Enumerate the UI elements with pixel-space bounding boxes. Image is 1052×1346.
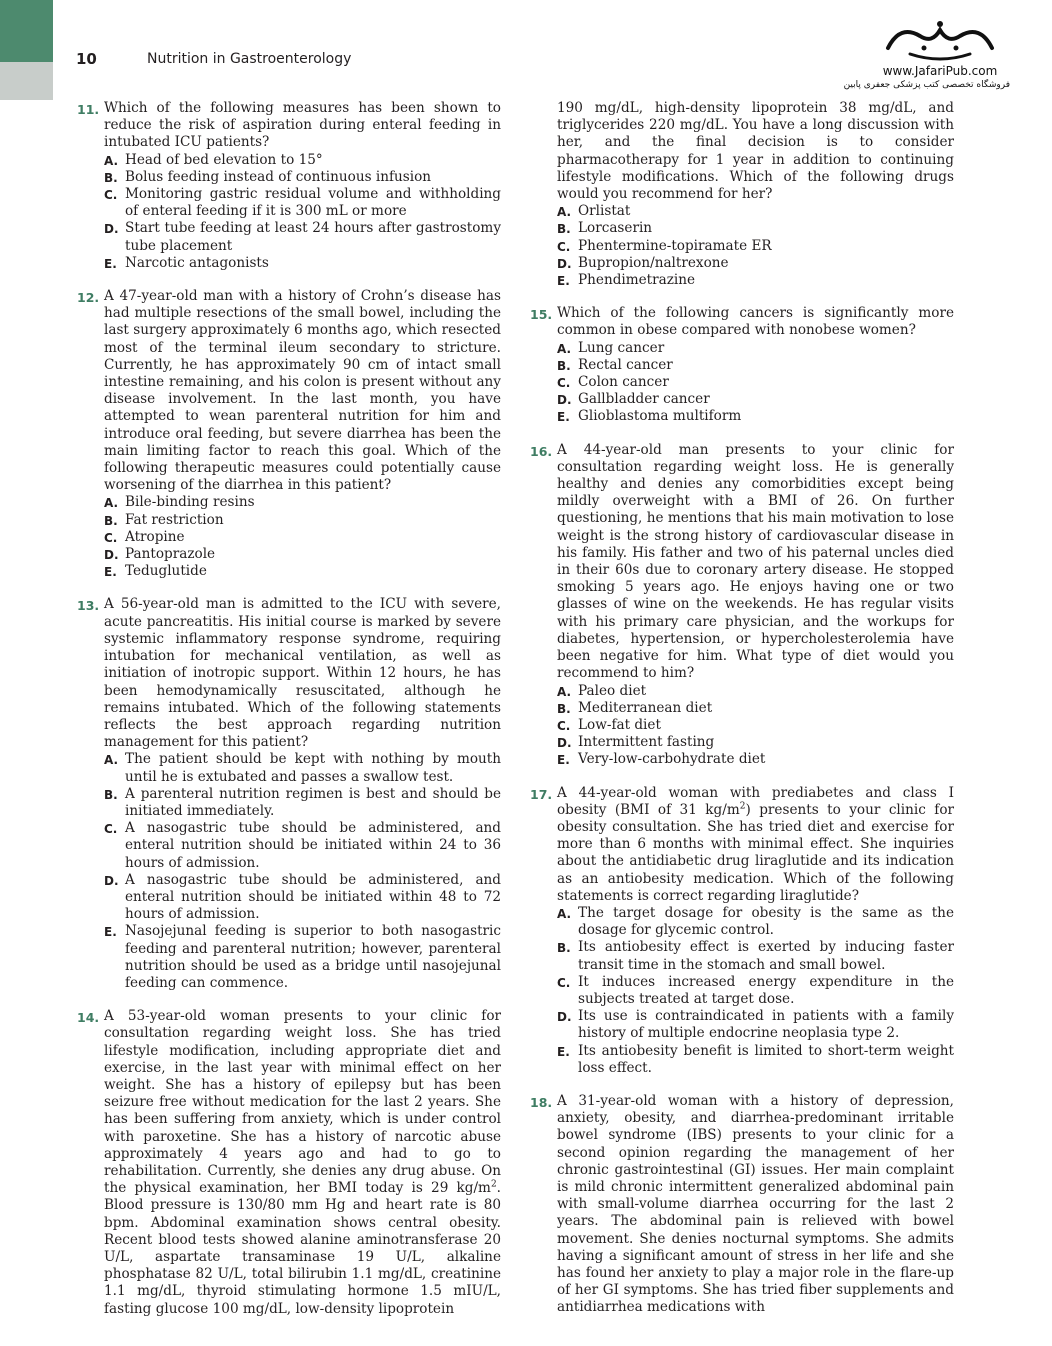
answer-option (557, 374, 954, 391)
option-letter: A. (557, 205, 572, 220)
option-letter: C. (557, 718, 571, 733)
answer-options (104, 751, 501, 992)
stem-text: A 53-year-old woman presents to your clinic for consultation regarding weight loss. She has tried lifestyle modification, including appropriate diet and exercise, in the last year with minimal effect on her weight. She has a history of epilepsy but has been seizure free without medication for the last 2 years. She has been suffering from anxiety, which is under control with paroxetine. She has a history of narcotic abuse approximately 4 years ago and had to go to rehabilitation. Currently, she denies any drug abuse. On the physical examination, her BMI today is 29 kg/m (104, 1008, 501, 1197)
option-text: Orlistat (578, 203, 631, 220)
option-text: Paleo diet (578, 682, 647, 699)
question-12 (77, 288, 501, 580)
option-text: The target dosage for obesity is the same as the dosage for glycemic control. (578, 904, 954, 939)
question-stem: A 47-year-old man with a history of Crohn’s disease has had multiple resections of the small bowel, including the last surgery approximately 6 months ago, which resected most of the terminal ileum secondary to stricture. Currently, he has approximately 90 cm of intact small intestine remaining, and his colon is present without any disease involvement. In the last month, you have attempted to wean parenteral nutrition for him and introduce oral feeding, but severe diarrhea has been the main limiting factor to reach this goal. Which of the following therapeutic measures could potentially cause worsening of the diarrhea in this patient? (104, 288, 501, 494)
option-letter: A. (104, 496, 119, 511)
option-letter: D. (104, 548, 119, 563)
question-17 (530, 784, 955, 1077)
answer-option (557, 717, 954, 734)
answer-options (557, 203, 954, 289)
option-letter: D. (557, 1010, 572, 1025)
option-text: Bolus feeding instead of continuous infusion (125, 168, 432, 185)
question-stem (104, 1008, 501, 1318)
answer-option (557, 203, 954, 220)
option-text: Mediterranean diet (578, 699, 713, 716)
option-text: Glioblastoma multiform (578, 408, 742, 425)
question-number: 14. (77, 1010, 100, 1026)
option-letter: B. (557, 941, 571, 956)
question-stem: Which of the following measures has been shown to reduce the risk of aspiration during enteral feeding in intubated ICU patients? (104, 100, 501, 151)
answer-option (557, 751, 954, 768)
superscript: 2 (490, 1179, 497, 1190)
stem-text: ) presents to your clinic for obesity consultation. She has tried diet and exercise for more than 6 months with minimal effect. She inquiries about the antidiabetic drug liraglutide and its indication as an antiobesity medication. Which of the following statements is correct regarding liraglutide? (557, 801, 955, 904)
option-letter: C. (557, 975, 571, 990)
question-stem: A 31-year-old woman with a history of depression, anxiety, obesity, and diarrhea-predominant irritable bowel syndrome (IBS) presents to your clinic for a second opinion regarding the management of her chronic gastrointestinal (GI) issues. Her main complaint is mild chronic intermittent generalized abdominal pain with small-volume diarrhea occurring for the last 2 years. The abdominal pain is relieved with bowel movement. She denies nocturnal symptoms. She admits having a significant amount of stress in her life and she has found her anxiety to play a major role in the flare-up of her GI symptoms. She has tried fiber supplements and antidiarrhea medications with (557, 1092, 954, 1316)
question-11 (77, 100, 501, 272)
running-title: Nutrition in Gastroenterology (147, 51, 352, 67)
option-letter: B. (104, 513, 118, 528)
right-column (530, 100, 955, 1333)
answer-option (104, 786, 501, 820)
answer-option (557, 272, 954, 289)
option-letter: A. (557, 684, 572, 699)
answer-option (557, 1008, 954, 1042)
option-letter: E. (557, 274, 570, 289)
option-letter: B. (557, 701, 571, 716)
option-letter: D. (557, 736, 572, 751)
option-text: Bile-binding resins (125, 494, 255, 511)
question-14 (77, 1008, 501, 1318)
left-column (77, 100, 501, 1334)
answer-options (104, 152, 501, 272)
option-letter: D. (557, 256, 572, 271)
option-text: A nasogastric tube should be administered, and enteral nutrition should be initiated within 48 to 72 hours of admission. (125, 871, 501, 923)
watermark-url: www.JafariPub.com (882, 64, 998, 78)
answer-option (104, 546, 501, 563)
question-number: 15. (530, 307, 553, 323)
answer-option (557, 408, 954, 425)
option-text: The patient should be kept with nothing by mouth until he is extubated and passes a swallow test. (125, 751, 501, 785)
option-text: Phendimetrazine (578, 272, 696, 289)
answer-option (557, 255, 954, 272)
option-text: Bupropion/naltrexone (578, 254, 729, 271)
option-text: Colon cancer (578, 374, 669, 391)
page-number: 10 (76, 50, 97, 68)
option-letter: B. (104, 170, 118, 185)
option-text: Monitoring gastric residual volume and withholding of enteral feeding if it is 300 mL or more (125, 186, 501, 220)
question-16 (530, 441, 954, 769)
option-letter: A. (104, 153, 119, 168)
option-text: Atropine (125, 528, 185, 545)
question-stem: 190 mg/dL, high-density lipoprotein 38 mg/dL, and triglycerides 220 mg/dL. You have a long discussion with her, and the final decision is to consider pharmacotherapy for 1 year in addition to continuing lifestyle modifications. Which of the following drugs would you recommend for her? (557, 100, 954, 203)
option-text: A nasogastric tube should be administered, and enteral nutrition should be initiated within 24 to 36 hours of admission. (125, 820, 501, 871)
option-text: Intermittent fasting (578, 734, 715, 751)
option-letter: C. (557, 239, 571, 254)
option-letter: A. (557, 906, 572, 921)
option-text: Its use is contraindicated in patients with a family history of multiple endocrine neoplasia type 2. (578, 1008, 954, 1042)
answer-option (557, 905, 954, 939)
option-letter: D. (557, 393, 572, 408)
answer-option (557, 939, 954, 973)
option-letter: A. (557, 341, 572, 356)
option-text: Its antiobesity benefit is limited to short-term weight loss effect. (578, 1042, 954, 1076)
answer-option (104, 820, 501, 872)
option-letter: C. (104, 530, 118, 545)
answer-option (104, 494, 501, 511)
publisher-logo-icon (880, 18, 1000, 62)
answer-option (104, 872, 501, 924)
superscript: 2 (739, 801, 746, 812)
answer-options (104, 494, 501, 580)
answer-option (557, 357, 954, 374)
question-18 (530, 1092, 954, 1317)
question-stem: A 44-year-old man presents to your clinic for consultation regarding weight loss. He is generally healthy and denies any comorbidities except being mildly overweight with a BMI of 26. On further questioning, he mentions that his main motivation to lose weight is the strong history of cardiovascular disease in his family. His father and two of his paternal uncles died in their 60s due to coronary artery disease. He stopped smoking 5 years ago. He enjoys having one or two glasses of wine on the weekends. He has regular visits with his primary care physician, and the workups for diabetes, hypertension, or hypercholesterolemia have been negative for him. What type of diet would you recommend to him? (557, 441, 954, 682)
chapter-tab (0, 0, 53, 62)
option-letter: C. (104, 822, 118, 837)
option-letter: E. (557, 1044, 570, 1059)
option-text: Nasojejunal feeding is superior to both nasogastric feeding and parenteral nutrition; however, parenteral nutrition should be used as a bridge until nasojejunal feeding can commence. (125, 923, 501, 991)
question-stem: Which of the following cancers is significantly more common in obese compared with nonobese women? (557, 305, 954, 339)
question-15 (530, 305, 954, 425)
answer-option (104, 751, 501, 785)
question-14-continued (557, 100, 954, 289)
option-letter: E. (557, 753, 570, 768)
option-text: Teduglutide (125, 563, 207, 580)
question-stem: A 56-year-old man is admitted to the ICU with severe, acute pancreatitis. His initial course is marked by severe systemic inflammatory response syndrome, requiring intubation for mechanical ventilation, as well as initiation of inotropic support. Within 12 hours, he has been hemodynamically resuscitated, although he remains intubated. Which of the following statements reflects the best approach regarding nutrition management for this patient? (104, 596, 501, 751)
option-text: Phentermine-topiramate ER (578, 237, 772, 254)
answer-option (104, 186, 501, 220)
option-text: Lorcaserin (578, 220, 653, 237)
answer-options (557, 683, 954, 769)
option-text: Very-low-carbohydrate diet (578, 751, 766, 768)
option-text: Head of bed elevation to 15° (125, 151, 323, 168)
answer-option (557, 974, 954, 1008)
option-text: Lung cancer (578, 339, 665, 356)
option-letter: E. (104, 925, 117, 940)
option-letter: C. (104, 188, 118, 203)
stem-text: A 44-year-old woman with prediabetes and class I obesity (BMI of 31 kg/m (557, 784, 954, 818)
option-text: Pantoprazole (125, 546, 216, 563)
option-letter: C. (557, 376, 571, 391)
option-letter: E. (104, 565, 117, 580)
option-text: Its antiobesity effect is exerted by inducing faster transit time in the stomach and small bowel. (578, 939, 954, 973)
option-text: Low-fat diet (578, 716, 661, 733)
question-number: 18. (530, 1094, 553, 1110)
stem-text: . Blood pressure is 130/80 mm Hg and heart rate is 80 bpm. Abdominal examination shows central obesity. Recent blood tests showed alanine aminotransferase 20 U/L, aspartate transaminase 19 U/L, alkaline phosphatase 82 U/L, total bilirubin 1.1 mg/dL, creatinine 1.1 mg/dL, thyroid stimulating hormone 1.5 mIU/L, fasting glucose 100 mg/dL, low-density lipoprotein (104, 1180, 501, 1317)
question-number: 17. (530, 786, 553, 802)
answer-option (104, 152, 501, 169)
answer-option (104, 563, 501, 580)
answer-option (104, 255, 501, 272)
watermark-subtitle: فروشگاه تخصصی کتب پزشکی جعفری پابین (843, 80, 1010, 90)
option-text: Narcotic antagonists (125, 254, 269, 271)
option-text: Gallbladder cancer (578, 391, 710, 408)
option-letter: B. (557, 358, 571, 373)
answer-option (557, 683, 954, 700)
option-letter: D. (104, 222, 119, 237)
answer-options (557, 905, 954, 1077)
option-letter: D. (104, 873, 119, 888)
answer-option (104, 220, 501, 254)
option-letter: B. (104, 787, 118, 802)
answer-option (557, 220, 954, 237)
option-text: A parenteral nutrition regimen is best and should be initiated immediately. (125, 785, 501, 819)
question-number: 11. (77, 102, 100, 117)
option-text: Fat restriction (125, 511, 224, 528)
question-number: 12. (77, 290, 100, 306)
answer-option (557, 340, 954, 357)
option-letter: A. (104, 753, 119, 768)
question-number: 16. (530, 443, 553, 459)
question-stem (557, 785, 954, 905)
answer-option (557, 1043, 954, 1077)
option-text: Rectal cancer (578, 356, 673, 373)
answer-options (557, 340, 954, 426)
option-text: Start tube feeding at least 24 hours after gastrostomy tube placement (125, 220, 501, 254)
answer-option (104, 529, 501, 546)
option-text: It induces increased energy expenditure in the subjects treated at target dose. (578, 973, 954, 1007)
answer-option (557, 700, 954, 717)
answer-option (104, 512, 501, 529)
answer-option (104, 923, 501, 992)
question-number: 13. (77, 598, 100, 614)
option-letter: E. (104, 256, 117, 271)
question-13 (77, 596, 501, 992)
answer-option (557, 391, 954, 408)
chapter-tab-lower (0, 62, 53, 100)
option-letter: B. (557, 222, 571, 237)
option-letter: E. (557, 410, 570, 425)
answer-option (104, 169, 501, 186)
answer-option (557, 238, 954, 255)
answer-option (557, 734, 954, 751)
